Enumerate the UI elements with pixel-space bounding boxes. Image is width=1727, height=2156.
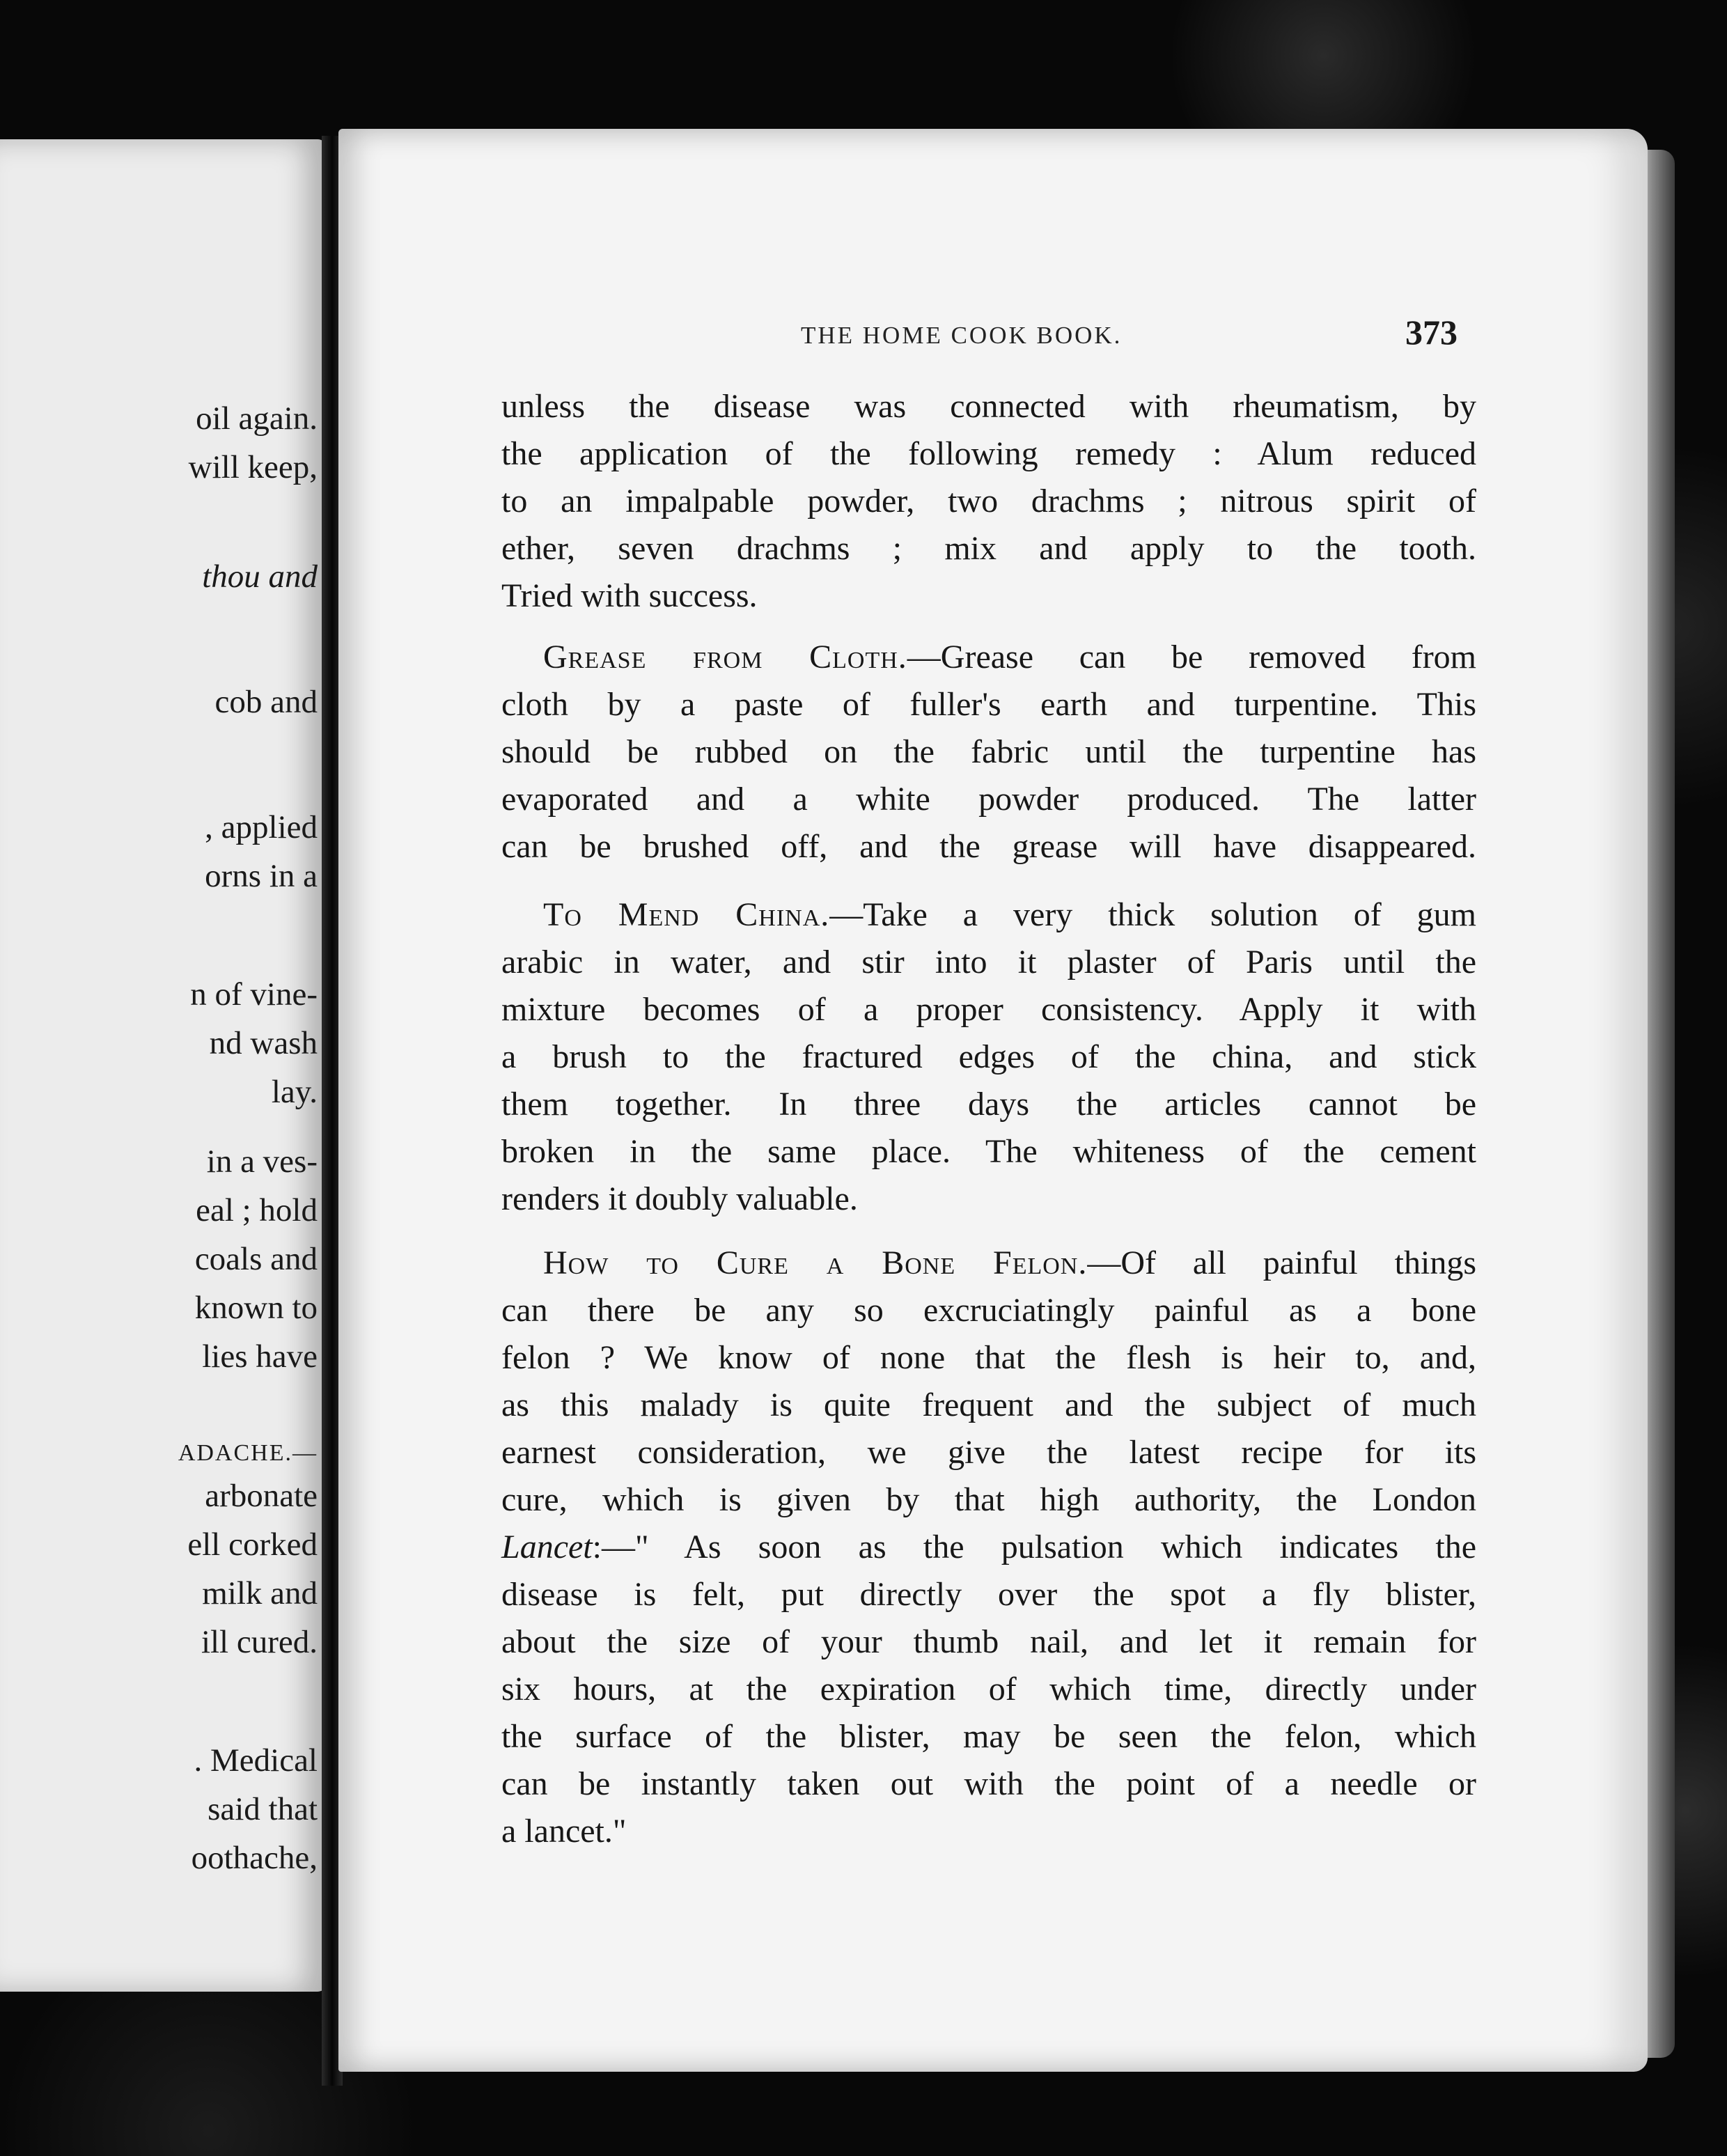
paragraph-line <box>501 898 1476 932</box>
left-page-line: arbonate <box>205 1478 318 1514</box>
body-line: them together. In three days the articles cannot be <box>501 1086 1476 1123</box>
left-page-line: oothache, <box>191 1840 318 1876</box>
body-text: :—" As soon as the pulsation which indicates the <box>592 1529 1476 1565</box>
left-page-line: n of vine- <box>190 976 318 1013</box>
body-line: ether, seven drachms ; mix and apply to the tooth. <box>501 530 1476 567</box>
page-number: 373 <box>1405 313 1458 352</box>
section-heading: To Mend China. <box>543 896 830 933</box>
left-page-line: lies have <box>202 1338 318 1375</box>
body-line: about the size of your thumb nail, and let it remain for <box>501 1623 1476 1660</box>
body-line: Tried with success. <box>501 577 758 614</box>
body-line: should be rubbed on the fabric until the turpentine has <box>501 733 1476 770</box>
body-line: the application of the following remedy : Alum reduced <box>501 435 1476 472</box>
left-page-line: in a ves- <box>206 1143 318 1180</box>
body-text: —Of all painful things <box>1087 1244 1476 1281</box>
body-line: earnest consideration, we give the latest recipe for its <box>501 1434 1476 1471</box>
body-line: a lancet." <box>501 1813 627 1850</box>
body-line: felon ? We know of none that the flesh is heir to, and, <box>501 1339 1476 1376</box>
left-page-line: coals and <box>194 1241 318 1277</box>
paragraph-line <box>501 1531 1476 1564</box>
body-line: six hours, at the expiration of which time, directly under <box>501 1671 1476 1708</box>
body-line: can be instantly taken out with the point of a needle or <box>501 1765 1476 1802</box>
body-line: arabic in water, and stir into it plaster of Paris until the <box>501 944 1476 981</box>
left-page-line: thou and <box>202 558 318 595</box>
body-line: can there be any so excruciatingly painful as a bone <box>501 1292 1476 1329</box>
left-page-line: eal ; hold <box>196 1192 318 1228</box>
body-line: broken in the same place. The whiteness of the cement <box>501 1133 1476 1170</box>
left-page-line: known to <box>194 1290 318 1326</box>
body-line: cloth by a paste of fuller's earth and turpentine. This <box>501 686 1476 723</box>
left-page-line: lay. <box>271 1074 318 1110</box>
body-line: cure, which is given by that high authority, the London <box>501 1481 1476 1518</box>
body-line: disease is felt, put directly over the spot a fly blister, <box>501 1576 1476 1613</box>
left-page-line: milk and <box>202 1575 318 1611</box>
running-head: THE HOME COOK BOOK. <box>801 322 1123 349</box>
body-line: evaporated and a white powder produced. The latter <box>501 781 1476 818</box>
paragraph-line <box>501 641 1476 674</box>
body-line: mixture becomes of a proper consistency. Apply it with <box>501 991 1476 1028</box>
body-text: —Grease can be removed from <box>907 639 1477 675</box>
left-page-line: ell corked <box>187 1526 318 1563</box>
left-page-line: will keep, <box>188 449 318 485</box>
left-page-line: nd wash <box>209 1025 318 1061</box>
left-page-line: ADACHE.— <box>178 1440 318 1466</box>
italic-title: Lancet <box>501 1529 593 1565</box>
left-page-line: ill cured. <box>201 1624 318 1660</box>
body-line: the surface of the blister, may be seen the felon, which <box>501 1718 1476 1755</box>
body-line: renders it doubly valuable. <box>501 1180 858 1217</box>
body-line: unless the disease was connected with rheumatism, by <box>501 388 1476 425</box>
left-page-line: , applied <box>205 809 318 845</box>
body-line: can be brushed off, and the grease will have disappeared. <box>501 828 1476 865</box>
section-heading: How to Cure a Bone Felon. <box>543 1244 1088 1281</box>
left-page-fragment <box>0 139 327 1992</box>
left-page-line: said that <box>208 1791 318 1827</box>
left-page-line: cob and <box>214 684 318 720</box>
body-line: to an impalpable powder, two drachms ; nitrous spirit of <box>501 483 1476 520</box>
section-heading: Grease from Cloth. <box>543 639 907 675</box>
left-page-line: oil again. <box>196 400 318 437</box>
paragraph-line <box>501 1244 1476 1281</box>
body-line: as this malady is quite frequent and the subject of much <box>501 1386 1476 1423</box>
body-text: —Take a very thick solution of gum <box>829 896 1476 933</box>
body-line: a brush to the fractured edges of the china, and stick <box>501 1038 1476 1075</box>
left-page-line: orns in a <box>205 858 318 894</box>
left-page-line: . Medical <box>194 1742 318 1779</box>
